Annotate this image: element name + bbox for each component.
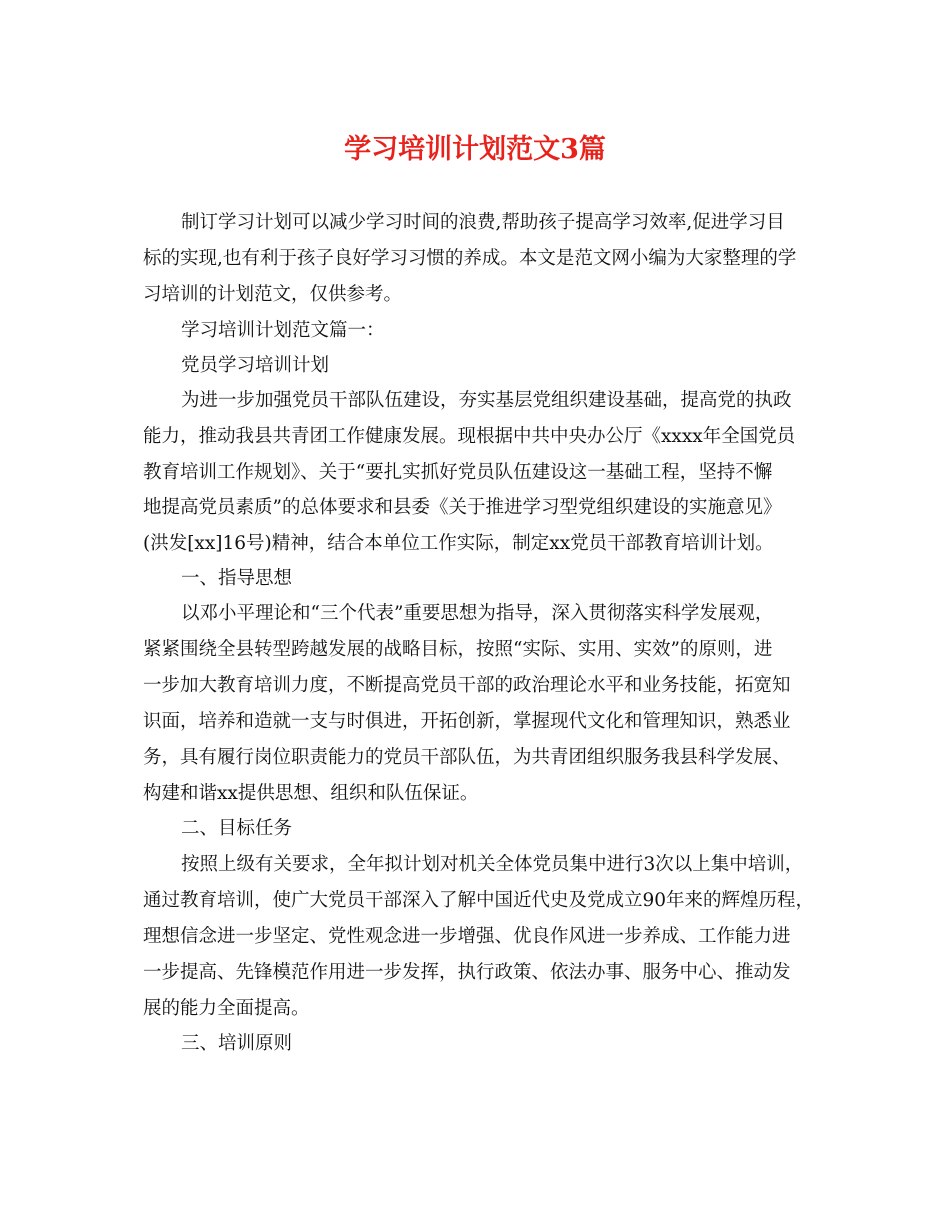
section-heading: 党员学习培训计划 [181, 355, 330, 376]
paragraph-line: 标的实现,也有利于孩子良好学习习惯的养成。本文是范文网小编为大家整理的学 [143, 248, 797, 269]
paragraph-line: 能力，推动我县共青团工作健康发展。现根据中共中央办公厅《xxxx年全国党员 [143, 426, 796, 447]
paragraph-line: 理想信念进一步坚定、党性观念进一步增强、优良作风进一步养成、工作能力进 [143, 926, 791, 947]
paragraph-line: 教育培训工作规划》、关于“要扎实抓好党员队伍建设这一基础工程，坚持不懈 [143, 462, 773, 483]
paragraph-line: 构建和谐xx提供思想、组织和队伍保证。 [143, 783, 479, 804]
section-heading: 二、目标任务 [181, 818, 293, 839]
paragraph-line: 紧紧围绕全县转型跨越发展的战略目标，按照“实际、实用、实效”的原则，进 [143, 639, 773, 660]
paragraph-line: 按照上级有关要求，全年拟计划对机关全体党员集中进行3次以上集中培训， [181, 854, 804, 875]
paragraph-line: 地提高党员素质”的总体要求和县委《关于推进学习型党组织建设的实施意见》 [143, 497, 782, 518]
section-heading: 三、培训原则 [181, 1033, 293, 1054]
paragraph-line: 为进一步加强党员干部队伍建设，夯实基层党组织建设基础，提高党的执政 [181, 390, 792, 411]
paragraph-line: 展的能力全面提高。 [143, 998, 310, 1019]
paragraph-line: (洪发[xx]16号)精神，结合本单位工作实际，制定xx党员干部教育培训计划。 [143, 533, 774, 554]
section-heading: 一、指导思想 [181, 568, 293, 589]
section-heading: 学习培训计划范文篇一： [181, 320, 385, 341]
paragraph-line: 一步提高、先锋模范作用进一步发挥，执行政策、依法办事、服务中心、推动发 [143, 962, 791, 983]
paragraph-line: 识面，培养和造就一支与时俱进，开拓创新，掌握现代文化和管理知识，熟悉业 [143, 711, 791, 732]
paragraph-line: 通过教育培训，使广大党员干部深入了解中国近代史及党成立90年来的辉煌历程， [143, 890, 815, 911]
paragraph-line: 务，具有履行岗位职责能力的党员干部队伍，为共青团组织服务我县科学发展、 [143, 747, 791, 768]
paragraph-line: 制订学习计划可以减少学习时间的浪费,帮助孩子提高学习效率,促进学习目 [181, 212, 785, 233]
paragraph-line: 习培训的计划范文，仅供参考。 [143, 284, 403, 305]
document-title: 学习培训计划范文3篇 [344, 134, 606, 165]
paragraph-line: 一步加大教育培训力度，不断提高党员干部的政治理论水平和业务技能，拓宽知 [143, 675, 791, 696]
paragraph-line: 以邓小平理论和“三个代表”重要思想为指导，深入贯彻落实科学发展观， [181, 603, 774, 624]
